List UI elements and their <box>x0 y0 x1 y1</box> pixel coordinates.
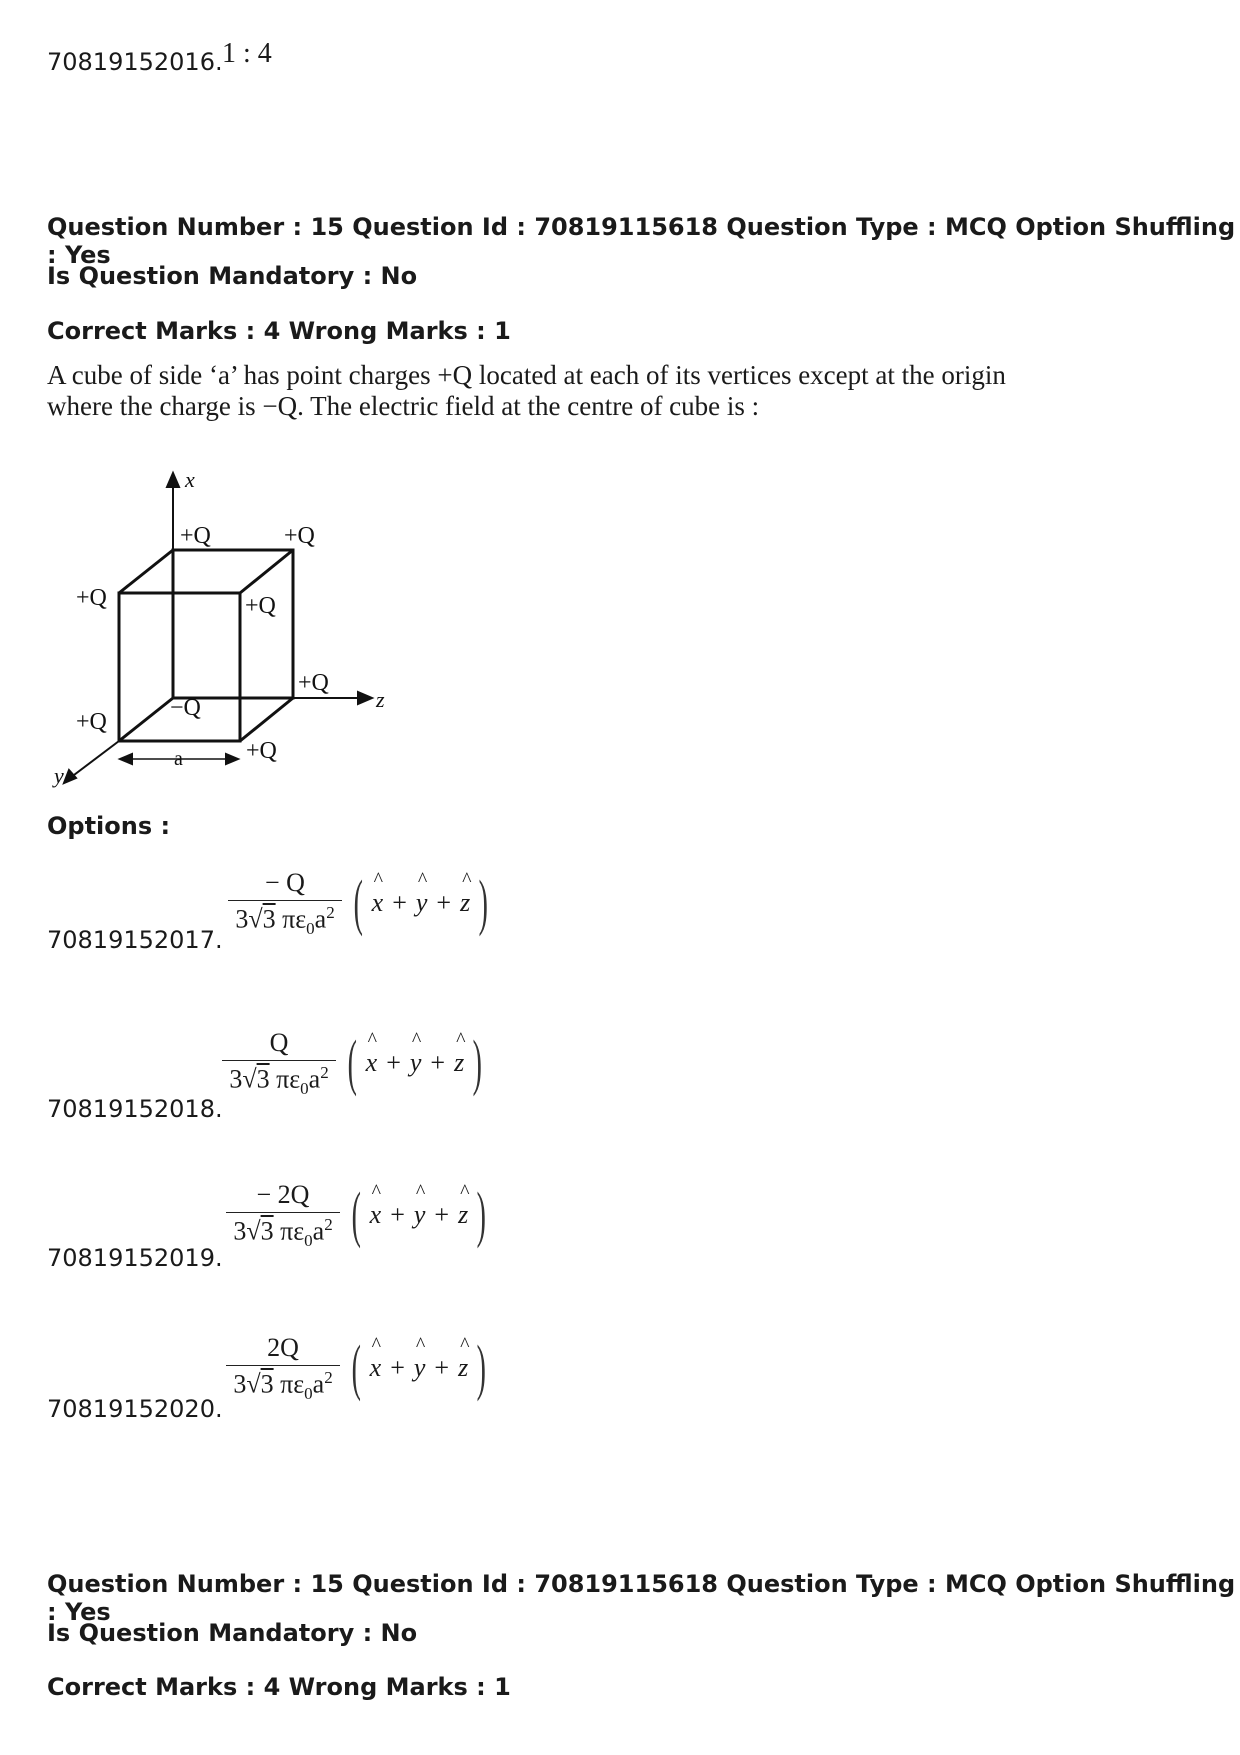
options-label: Options : <box>47 812 171 840</box>
question-marks: Correct Marks : 4 Wrong Marks : 1 <box>47 317 511 345</box>
option-fraction <box>226 1180 340 1251</box>
charge-back-top-left: +Q <box>180 523 211 549</box>
unit-vector-sum: ( ^ x + ^ y + ^ z ) <box>348 872 494 934</box>
option-numerator: − Q <box>228 868 342 901</box>
cube-diagram <box>40 465 420 795</box>
option-numerator: Q <box>222 1028 336 1061</box>
prev-option-id: 70819152016. <box>47 48 223 76</box>
x-axis-arrow <box>167 473 179 487</box>
charge-origin: −Q <box>170 695 201 721</box>
option-denominator: 3√3 $\pi\varepsilon_0a^2$ <box>233 1215 333 1250</box>
prev-option-text: 1 : 4 <box>222 38 272 69</box>
option-formula[interactable] <box>222 1028 488 1099</box>
unit-vector-sum: ( ^ x + ^ y + ^ z ) <box>342 1032 488 1094</box>
option-denominator: 3√3 $\pi\varepsilon_0a^2$ <box>235 903 335 938</box>
z-axis-label: z <box>376 687 385 712</box>
option-numerator: − 2Q <box>226 1180 340 1213</box>
option-fraction <box>228 868 342 939</box>
y-axis-label: y <box>54 763 64 788</box>
charge-front-top-right: +Q <box>245 593 276 619</box>
charge-front-top-left: +Q <box>76 585 107 611</box>
option-formula[interactable] <box>228 868 494 939</box>
option-fraction <box>222 1028 336 1099</box>
y-axis <box>70 741 119 778</box>
charge-back-top-right: +Q <box>284 523 315 549</box>
option-formula[interactable] <box>226 1333 492 1404</box>
charge-front-bottom-right: +Q <box>246 738 277 764</box>
question-header-line2: Is Question Mandatory : No <box>47 262 418 290</box>
x-axis-label: x <box>185 467 195 492</box>
charge-front-bottom-left: +Q <box>76 709 107 735</box>
next-question-marks: Correct Marks : 4 Wrong Marks : 1 <box>47 1673 511 1701</box>
z-axis-arrow <box>358 692 372 704</box>
next-question-header-line1: Question Number : 15 Question Id : 70819115618 Question Type : MCQ Option Shuffling : Yes <box>47 1570 1236 1626</box>
option-denominator: 3√3 $\pi\varepsilon_0a^2$ <box>233 1368 333 1403</box>
cube-back-face <box>173 550 293 698</box>
option-id[interactable]: 70819152018. <box>47 1095 223 1123</box>
y-axis-arrow <box>64 770 76 783</box>
option-id[interactable]: 70819152019. <box>47 1244 223 1272</box>
side-label: a <box>174 748 183 770</box>
option-formula[interactable] <box>226 1180 492 1251</box>
question-header-line1: Question Number : 15 Question Id : 70819115618 Question Type : MCQ Option Shuffling : Yes <box>47 213 1236 269</box>
next-question-header-line2: Is Question Mandatory : No <box>47 1619 418 1647</box>
option-denominator: 3√3 $\pi\varepsilon_0a^2$ <box>229 1063 329 1098</box>
unit-vector-sum: ( ^ x + ^ y + ^ z ) <box>346 1184 492 1246</box>
option-id[interactable]: 70819152020. <box>47 1395 223 1423</box>
unit-vector-sum: ( ^ x + ^ y + ^ z ) <box>346 1337 492 1399</box>
question-text-line1: A cube of side ‘a’ has point charges +Q located at each of its vertices except at the origin <box>47 360 1006 390</box>
option-fraction <box>226 1333 340 1404</box>
side-arrow-right <box>226 754 238 764</box>
option-id[interactable]: 70819152017. <box>47 926 223 954</box>
option-numerator: 2Q <box>226 1333 340 1366</box>
side-arrow-left <box>120 754 132 764</box>
question-text-line2: where the charge is −Q. The electric field at the centre of cube is : <box>47 391 760 421</box>
charge-back-bottom-right: +Q <box>298 670 329 696</box>
